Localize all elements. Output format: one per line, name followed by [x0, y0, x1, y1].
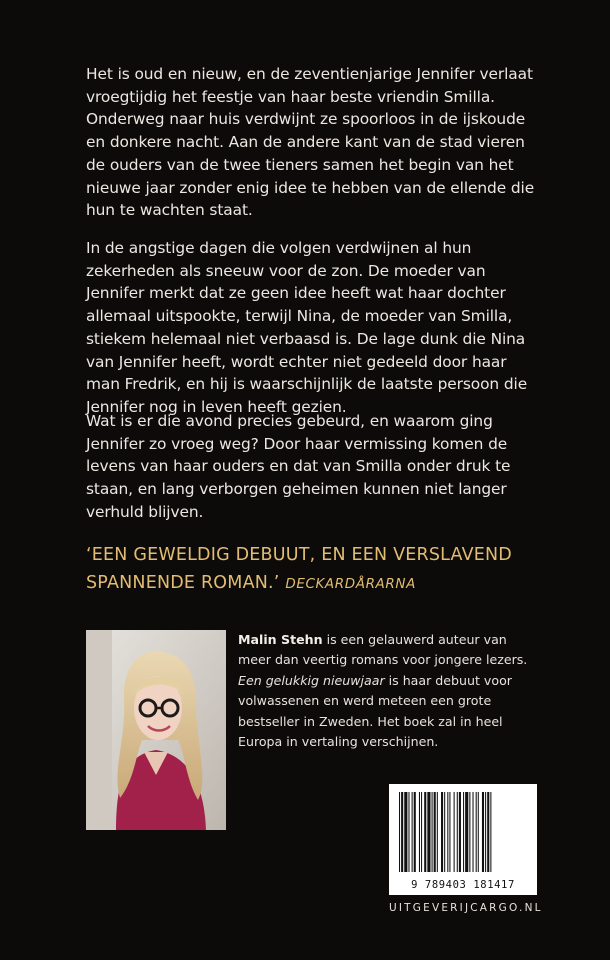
author-bio-part-2: is haar debuut voor volwassenen en werd meteen een grote bestseller in Zweden. Het boek zal in heel Europa in vertaling verschijnen.: [238, 672, 512, 750]
barcode-bar: [432, 792, 433, 872]
barcode-bar: [469, 792, 470, 872]
barcode-bar: [399, 792, 400, 872]
author-bio-part-1: is een gelauwerd auteur van meer dan veertig romans voor jongere lezers.: [238, 632, 528, 668]
barcode-bar: [414, 792, 416, 872]
isbn-number: 9 789403 181417: [411, 879, 515, 891]
barcode-bar: [401, 792, 403, 872]
barcode-bar: [412, 792, 413, 872]
barcode-bar: [427, 792, 430, 872]
barcode-bar: [473, 792, 474, 872]
barcode-bar: [449, 792, 450, 872]
author-name: Malin Stehn: [238, 632, 323, 647]
review-quote: [86, 541, 556, 598]
barcode-bar: [459, 792, 461, 872]
review-quote-text: ‘EEN GEWELDIG DEBUUT, EN EEN VERSLAVEND SPANNENDE ROMAN.’: [86, 545, 512, 593]
book-title: Een gelukkig nieuwjaar: [238, 672, 385, 688]
barcode-bar: [441, 792, 443, 872]
barcode-bar: [444, 792, 445, 872]
barcode-bar: [424, 792, 426, 872]
barcode-bar: [408, 792, 409, 872]
author-bio: [238, 630, 538, 752]
barcode-bar: [404, 792, 407, 872]
blurb-paragraph-2: In de angstige dagen die volgen verdwijnen al hun zekerheden als sneeuw voor de zon. De moeder van Jennifer merkt dat ze geen idee heeft wat haar dochter allemaal uitspookte, terwijl Nina, de moeder van Smilla, stiekem helemaal niet verbaasd is. De lage dunk die Nina van Jennifer heeft, wordt echter niet gedeeld door haar man Fredrik, en hij is waarschijnlijk de laatste persoon die Jennifer nog in leven heeft gezien.: [86, 239, 528, 416]
review-quote-source: DECKARDÅRARNA: [285, 576, 416, 592]
isbn-barcode: [389, 784, 537, 895]
barcode-bar: [485, 792, 486, 872]
author-portrait-icon: [86, 630, 226, 830]
barcode-bar: [457, 792, 458, 872]
barcode-bar: [447, 792, 448, 872]
blurb-paragraph-3: Wat is er die avond precies gebeurd, en waarom ging Jennifer zo vroeg weg? Door haar vermissing komen de levens van haar ouders en dat van Smilla onder druk te staan, en lang verborgen geheimen kunnen niet langer verhuld blijven.: [86, 412, 511, 521]
barcode-bar: [437, 792, 438, 872]
barcode-bar: [487, 792, 489, 872]
barcode-bar: [463, 792, 464, 872]
barcode-bar: [490, 792, 491, 872]
publisher-url: UITGEVERIJCARGO.NL: [389, 902, 543, 914]
barcode-bar: [421, 792, 422, 872]
barcode-bar: [419, 792, 420, 872]
blurb-paragraph-1: Het is oud en nieuw, en de zeventienjarige Jennifer verlaat vroegtijdig het feestje van haar beste vriendin Smilla. Onderweg naar huis verdwijnt ze spoorloos in de ijskoude en donkere nacht. Aan de andere kant van de stad vieren de ouders van de twee tieners samen het begin van het nieuwe jaar zonder enig idee te hebben van de ellende die hun te wachten staat.: [86, 65, 535, 220]
barcode-bar: [465, 792, 468, 872]
barcode-bar: [434, 792, 436, 872]
barcode-bar: [482, 792, 484, 872]
barcode-bar: [454, 792, 455, 872]
barcode-icon: [389, 784, 537, 878]
author-photo: [86, 630, 226, 830]
barcode-bar: [476, 792, 477, 872]
barcode-bar: [478, 792, 479, 872]
